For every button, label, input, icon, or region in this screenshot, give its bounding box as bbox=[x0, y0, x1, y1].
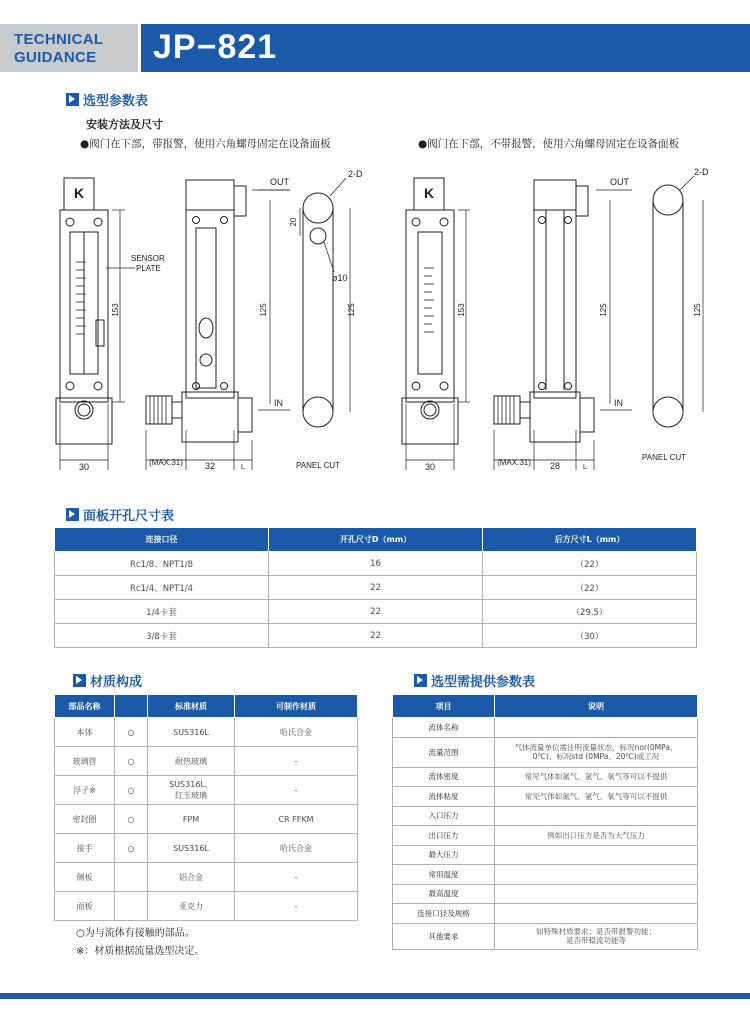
table-row bbox=[55, 718, 358, 747]
table-header: 标准材质 bbox=[148, 695, 235, 718]
cell: 连接口径及规格 bbox=[393, 904, 495, 924]
cell: Rc1/8、NPT1/8 bbox=[55, 552, 269, 576]
arrow-icon bbox=[66, 93, 79, 106]
cell: 气体流量单位需注明流量状态，标况nor(0MPa、 0℃)、标况std (0MPa、20℃)或工况 bbox=[495, 737, 698, 767]
cell: 其他要求 bbox=[393, 923, 495, 949]
table-header: 后方尺寸L（mm） bbox=[483, 528, 697, 552]
table-header: 部品名称 bbox=[55, 695, 115, 718]
in-label-left: IN bbox=[274, 398, 283, 408]
table-header: 可制作材质 bbox=[235, 695, 358, 718]
dim-20-left: 20 bbox=[289, 217, 298, 227]
in-label-right: IN bbox=[614, 398, 623, 408]
table-row bbox=[393, 806, 698, 826]
cell: - bbox=[235, 892, 358, 921]
cell: Rc1/4、NPT1/4 bbox=[55, 576, 269, 600]
table-header: 项目 bbox=[393, 695, 495, 718]
cell: 铝合金 bbox=[148, 863, 235, 892]
section-title: 选型参数表 bbox=[83, 94, 149, 109]
dim-125a-right: 125 bbox=[599, 303, 608, 317]
header-tag bbox=[0, 24, 138, 72]
cell: 22 bbox=[269, 576, 483, 600]
cell: 耐热玻璃 bbox=[148, 747, 235, 776]
cell: 玻璃管 bbox=[55, 747, 115, 776]
dim-125a-left: 125 bbox=[259, 303, 268, 317]
left-front-view bbox=[56, 178, 112, 444]
cell: - bbox=[235, 776, 358, 805]
cell: （30） bbox=[483, 624, 697, 648]
cell: 22 bbox=[269, 624, 483, 648]
table-row bbox=[393, 923, 698, 949]
arrow-icon bbox=[414, 674, 427, 687]
table-row bbox=[55, 805, 358, 834]
dim-max-right: (MAX.31) bbox=[497, 458, 531, 467]
right-side-view bbox=[494, 180, 594, 442]
cell: ○ bbox=[115, 834, 148, 863]
table-row bbox=[393, 904, 698, 924]
cell bbox=[495, 718, 698, 738]
note-left: ●阀门在下部，带报警，使用六角螺母固定在设备面板 bbox=[80, 138, 331, 150]
cell: 哈氏合金 bbox=[235, 834, 358, 863]
param-table bbox=[392, 694, 698, 950]
phi-label: ø10 bbox=[332, 273, 348, 283]
table-row bbox=[55, 576, 697, 600]
cell: 本体 bbox=[55, 718, 115, 747]
cell: 流体名称 bbox=[393, 718, 495, 738]
cell: （29.5） bbox=[483, 600, 697, 624]
cell: 最高温度 bbox=[393, 884, 495, 904]
right-side-dims bbox=[494, 190, 632, 470]
section-heading-material bbox=[73, 671, 142, 690]
cell: 3/8卡套 bbox=[55, 624, 269, 648]
cell: 面板 bbox=[55, 892, 115, 921]
cell: 流量范围 bbox=[393, 737, 495, 767]
table-row bbox=[393, 826, 698, 846]
left-side-view bbox=[146, 180, 252, 442]
cell: （22） bbox=[483, 576, 697, 600]
header-bar bbox=[141, 24, 750, 72]
cell: 出口压力 bbox=[393, 826, 495, 846]
table-row bbox=[55, 552, 697, 576]
cell: 例如出口压力是否为大气压力 bbox=[495, 826, 698, 846]
right-front-view bbox=[402, 178, 458, 444]
out-label-left: OUT bbox=[270, 177, 289, 187]
cell: ○ bbox=[115, 718, 148, 747]
cell: 16 bbox=[269, 552, 483, 576]
dim-153-right: 153 bbox=[457, 303, 466, 317]
dim-30-left: 30 bbox=[78, 462, 90, 472]
cell: 常见气体如氮气、氩气、氧气等可以不提供 bbox=[495, 767, 698, 787]
table-row bbox=[55, 892, 358, 921]
cell: SUS316L、 红玉玻璃 bbox=[148, 776, 235, 805]
cell bbox=[495, 884, 698, 904]
footnote-contact: ○为与流体有接触的部品。 bbox=[76, 928, 195, 939]
section-title: 选型需提供参数表 bbox=[431, 675, 536, 690]
cell bbox=[495, 904, 698, 924]
material-table bbox=[54, 694, 358, 921]
dim-125b-right: 125 bbox=[693, 303, 702, 317]
dimension-drawing bbox=[0, 160, 750, 480]
dim-125b-left: 125 bbox=[347, 303, 356, 317]
sensor-label-2: PLATE bbox=[136, 264, 161, 273]
cell: 入口压力 bbox=[393, 806, 495, 826]
dim-w-right: 28 bbox=[549, 461, 561, 471]
footer-bar bbox=[0, 993, 750, 999]
dim-153-left: 153 bbox=[111, 303, 120, 317]
section-heading-params bbox=[414, 671, 535, 690]
cell: - bbox=[235, 747, 358, 776]
left-panel-cut bbox=[300, 178, 350, 427]
dim-30-right: 30 bbox=[424, 462, 436, 472]
panel-cut-right: PANEL CUT bbox=[642, 453, 687, 462]
cell: 侧板 bbox=[55, 863, 115, 892]
cell: ○ bbox=[115, 805, 148, 834]
table-row bbox=[55, 863, 358, 892]
cell: 1/4卡套 bbox=[55, 600, 269, 624]
cell: 流体密度 bbox=[393, 767, 495, 787]
footnote-float: ※：材质根据流量选型决定。 bbox=[76, 946, 205, 957]
svg-text:K: K bbox=[423, 185, 435, 201]
table-header: 说明 bbox=[495, 695, 698, 718]
cell bbox=[495, 845, 698, 865]
note-right: ●阀门在下部，不带报警，使用六角螺母固定在设备面板 bbox=[418, 138, 680, 150]
dim-w-left: 32 bbox=[204, 461, 216, 471]
cell: ○ bbox=[115, 747, 148, 776]
arrow-icon bbox=[66, 508, 79, 521]
install-subtitle: 安装方法及尺寸 bbox=[86, 118, 163, 131]
dim-l-left: L bbox=[241, 464, 245, 471]
right-panel-cut bbox=[653, 176, 703, 427]
table-row bbox=[55, 776, 358, 805]
sensor-label-1: SENSOR bbox=[131, 254, 165, 263]
cell bbox=[115, 892, 148, 921]
header-tag-line1: TECHNICAL bbox=[14, 31, 104, 48]
table-header: 开孔尺寸D（mm） bbox=[269, 528, 483, 552]
cell: CR FFKM bbox=[235, 805, 358, 834]
cell bbox=[115, 863, 148, 892]
out-label-right: OUT bbox=[610, 177, 629, 187]
table-row bbox=[55, 747, 358, 776]
table-row bbox=[55, 834, 358, 863]
table-row bbox=[393, 845, 698, 865]
cell: 亚克力 bbox=[148, 892, 235, 921]
cell: 最大压力 bbox=[393, 845, 495, 865]
cell bbox=[495, 865, 698, 885]
table-row bbox=[55, 600, 697, 624]
cell: 流体粘度 bbox=[393, 787, 495, 807]
cell: 22 bbox=[269, 600, 483, 624]
cell: （22） bbox=[483, 552, 697, 576]
arrow-icon bbox=[73, 674, 86, 687]
cell: 常见气体如氮气、氩气、氧气等可以不提供 bbox=[495, 787, 698, 807]
table-row bbox=[393, 767, 698, 787]
cell: 哈氏合金 bbox=[235, 718, 358, 747]
cell: 浮子※ bbox=[55, 776, 115, 805]
cell: ○ bbox=[115, 776, 148, 805]
cell: SUS316L bbox=[148, 834, 235, 863]
table-row bbox=[393, 865, 698, 885]
cell: 如特殊材质要求；是否带报警功能； 是否带稳流功能等 bbox=[495, 923, 698, 949]
table-row bbox=[55, 624, 697, 648]
dim-max-left: (MAX.31) bbox=[149, 458, 183, 467]
cell: 接手 bbox=[55, 834, 115, 863]
section-title: 面板开孔尺寸表 bbox=[83, 509, 175, 524]
table-header: 连接口径 bbox=[55, 528, 269, 552]
table-row bbox=[393, 884, 698, 904]
table-header bbox=[115, 695, 148, 718]
left-side-dims bbox=[146, 190, 290, 470]
table-row bbox=[393, 718, 698, 738]
panel-cut-left: PANEL CUT bbox=[296, 461, 341, 470]
cell: SUS316L bbox=[148, 718, 235, 747]
d2-label-left: 2-D bbox=[348, 169, 363, 179]
section-heading-panel bbox=[66, 505, 174, 524]
cell: FPM bbox=[148, 805, 235, 834]
panel-cut-table bbox=[54, 527, 697, 648]
cell: 常用温度 bbox=[393, 865, 495, 885]
cell: - bbox=[235, 863, 358, 892]
right-front-dims bbox=[406, 210, 470, 470]
table-row bbox=[393, 737, 698, 767]
section-title: 材质构成 bbox=[90, 675, 143, 690]
header-tag-line2: GUIDANCE bbox=[14, 49, 97, 66]
cell: 密封圈 bbox=[55, 805, 115, 834]
table-row bbox=[393, 787, 698, 807]
cell bbox=[495, 806, 698, 826]
svg-text:K: K bbox=[73, 185, 85, 201]
dim-l-right: L bbox=[583, 464, 587, 471]
d2-label-right: 2-D bbox=[694, 167, 709, 177]
section-heading-selection bbox=[66, 90, 148, 109]
page-title: JP−821 bbox=[153, 28, 278, 66]
